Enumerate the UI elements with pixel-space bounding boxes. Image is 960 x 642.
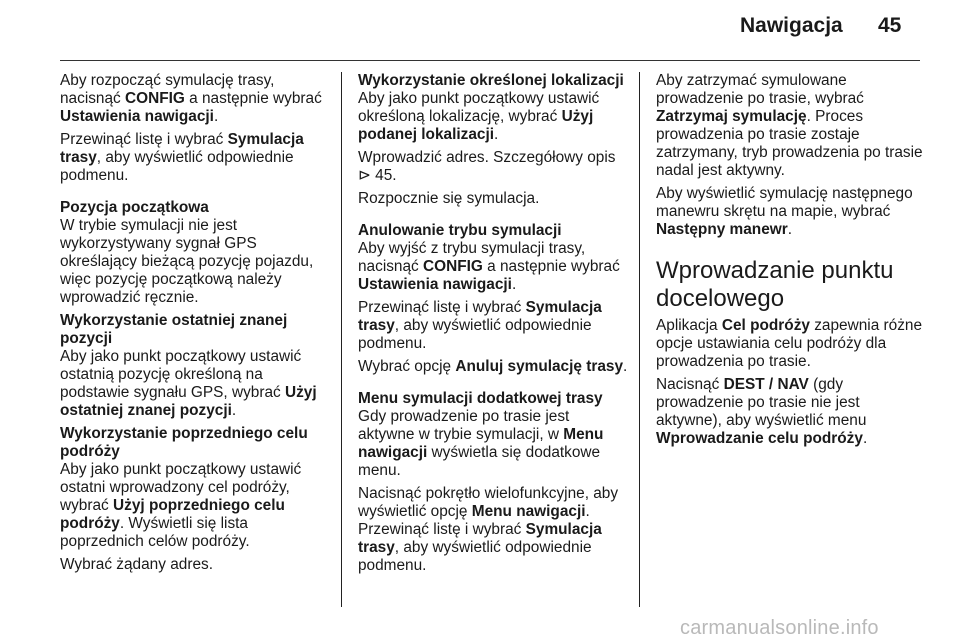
- ui-term: Anuluj symulację trasy: [455, 358, 624, 375]
- column-2: [358, 72, 630, 580]
- section-heading: Wykorzystanie określonej lokalizacji: [358, 72, 624, 89]
- section-heading: Anulowanie trybu symulacji: [358, 222, 562, 239]
- paragraph: Wybrać żądany adres.: [60, 556, 213, 573]
- section-heading: Wykorzystanie ostatniej znanej pozycji: [60, 312, 288, 347]
- page-number: 45: [878, 14, 902, 37]
- ui-term: Zatrzymaj symulację: [656, 108, 807, 125]
- paragraph: Aby wyświetlić symulację następnego manewru skrętu na mapie, wybrać Następny manewr.: [656, 185, 913, 238]
- paragraph: Przewinąć listę i wybrać Symulacja trasy, aby wyświetlić odpowiednie podmenu.: [60, 131, 304, 184]
- paragraph: Aby jako punkt początkowy ustawić ostatnią pozycję określoną na podstawie sygnału GPS, wybrać Użyj ostatniej znanej pozycji.: [60, 348, 317, 419]
- chapter-heading: Wprowadzanie punktu docelowego: [656, 257, 894, 312]
- ui-term: CONFIG: [423, 258, 483, 275]
- ui-term: Menu nawigacji: [471, 503, 586, 520]
- paragraph: Gdy prowadzenie po trasie jest aktywne w trybie symulacji, w Menu nawigacji wyświetla się dodatkowe menu.: [358, 408, 604, 479]
- ui-term: Cel podróży: [721, 317, 810, 334]
- paragraph: Rozpocznie się symulacja.: [358, 190, 540, 207]
- paragraph: Aby wyjść z trybu symulacji trasy, nacisnąć CONFIG a następnie wybrać Ustawienia nawigacji.: [358, 240, 620, 293]
- ui-term: Użyj podanej lokalizacji: [358, 108, 594, 143]
- column-1: [60, 72, 332, 579]
- ui-term: CONFIG: [125, 90, 185, 107]
- paragraph: Nacisnąć pokrętło wielofunkcyjne, aby wyświetlić opcję Menu nawigacji. Przewinąć listę i wybrać Symulacja trasy, aby wyświetlić odpowiednie podmenu.: [358, 485, 619, 574]
- paragraph: Wprowadzić adres. Szczegółowy opis ⊳ 45.: [358, 149, 616, 184]
- paragraph: Wybrać opcję Anuluj symulację trasy.: [358, 358, 628, 375]
- ui-term: Symulacja trasy: [358, 299, 602, 334]
- section-heading: Wykorzystanie poprzedniego celu podróży: [60, 425, 308, 460]
- paragraph: Aby jako punkt początkowy ustawić ostatni wprowadzony cel podróży, wybrać Użyj poprzedniego celu podróży. Wyświetli się lista poprzednich celów podróży.: [60, 461, 302, 550]
- paragraph: Nacisnąć DEST / NAV (gdy prowadzenie po trasie nie jest aktywne), aby wyświetlić menu Wprowadzanie celu podróży.: [656, 376, 868, 447]
- ui-term: Wprowadzanie celu podróży: [656, 430, 863, 447]
- ui-term: Użyj ostatniej znanej pozycji: [60, 384, 317, 419]
- paragraph: Aby jako punkt początkowy ustawić określoną lokalizację, wybrać Użyj podanej lokalizacji.: [358, 90, 600, 143]
- section-heading: Menu symulacji dodatkowej trasy: [358, 390, 603, 407]
- ui-term: DEST / NAV: [723, 376, 809, 393]
- paragraph: W trybie symulacji nie jest wykorzystywany sygnał GPS określający bieżącą pozycję pojazdu, więc pozycję początkową należy wprowadzić ręcznie.: [60, 217, 314, 306]
- watermark: carmanualsonline.info: [680, 617, 879, 639]
- ui-term: Ustawienia nawigacji: [60, 108, 214, 125]
- column-divider: [341, 72, 342, 607]
- chapter-title: Nawigacja: [740, 14, 843, 37]
- ui-term: Ustawienia nawigacji: [358, 276, 512, 293]
- page-reference-icon: ⊳: [358, 167, 371, 184]
- paragraph: Aplikacja Cel podróży zapewnia różne opcje ustawiania celu podróży dla prowadzenia po trasie.: [656, 317, 923, 370]
- ui-term: Symulacja trasy: [358, 521, 602, 556]
- ui-term: Menu nawigacji: [358, 426, 604, 461]
- column-divider: [639, 72, 640, 607]
- paragraph: Aby zatrzymać symulowane prowadzenie po trasie, wybrać Zatrzymaj symulację. Proces prowadzenia po trasie zostaje zatrzymany, tryb prowadzenia po trasie nadal jest aktywny.: [656, 72, 923, 179]
- paragraph: Przewinąć listę i wybrać Symulacja trasy, aby wyświetlić odpowiednie podmenu.: [358, 299, 602, 352]
- ui-term: Symulacja trasy: [60, 131, 304, 166]
- section-heading: Pozycja początkowa: [60, 199, 209, 216]
- column-3: [656, 72, 924, 453]
- ui-term: Następny manewr: [656, 221, 788, 238]
- ui-term: Użyj poprzedniego celu podróży: [60, 497, 285, 532]
- header-divider: [60, 60, 920, 61]
- paragraph: Aby rozpocząć symulację trasy, nacisnąć CONFIG a następnie wybrać Ustawienia nawigacji.: [60, 72, 322, 125]
